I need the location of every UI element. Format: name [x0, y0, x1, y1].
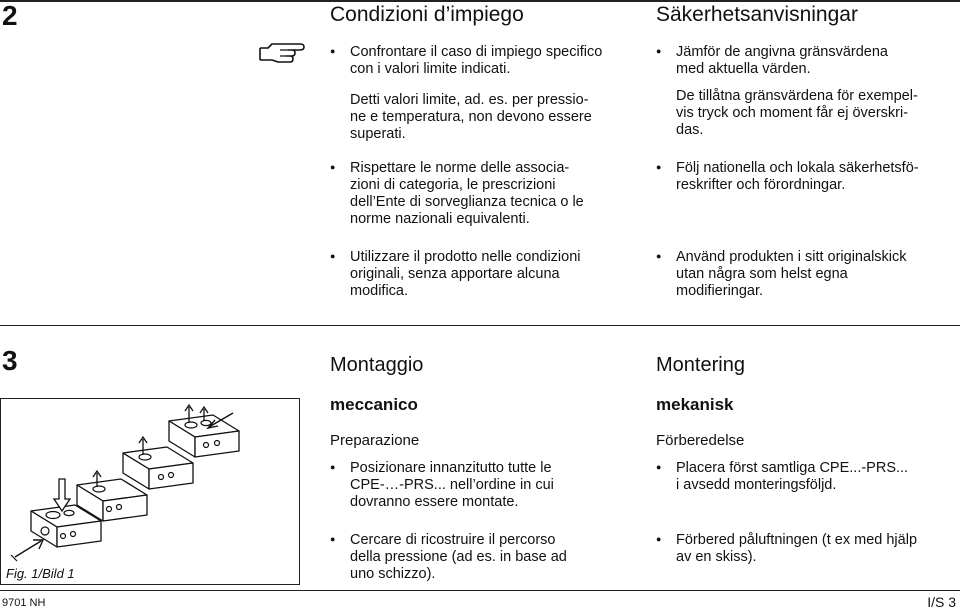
text-line: Rispettare le norme delle associa-	[350, 160, 570, 176]
bullet-dot-icon	[656, 160, 670, 178]
text-line: superati.	[350, 126, 406, 142]
section3-prep-it: Preparazione	[330, 432, 420, 449]
bullet-dot-icon	[330, 532, 344, 550]
footer-rule	[0, 590, 960, 591]
text-line: Confrontare il caso di impiego specifico	[350, 44, 603, 60]
text-line: originali, senza apportare alcuna	[350, 266, 560, 282]
bullet-dot-icon	[330, 44, 344, 62]
footer-page-number: I/S 3	[927, 594, 956, 610]
text-line: della pressione (ad es. in base ad	[350, 549, 567, 565]
text-line: med aktuella värden.	[676, 61, 811, 77]
text-line: Cercare di ricostruire il percorso	[350, 532, 556, 548]
text-line: Använd produkten i sitt originalskick	[676, 249, 907, 265]
text-line: Följ nationella och lokala säkerhetsfö-	[676, 160, 919, 176]
pointing-hand-icon	[258, 40, 306, 66]
valve-blocks-illustration	[1, 399, 299, 584]
footer-code: 9701 NH	[2, 597, 46, 609]
text-line: De tillåtna gränsvärdena för exempel-	[676, 88, 918, 104]
section2-title-it: Condizioni d’impiego	[330, 3, 524, 26]
text-line: CPE-…-PRS... nell’ordine in cui	[350, 477, 554, 493]
text-line: ne e temperatura, non devono essere	[350, 109, 592, 125]
text-line: das.	[676, 122, 704, 138]
text-line: modifica.	[350, 283, 409, 299]
bullet-dot-icon	[656, 44, 670, 62]
section3-rule	[0, 325, 960, 326]
text-line: con i valori limite indicati.	[350, 61, 511, 77]
section2-rule	[0, 0, 960, 2]
section2-number: 2	[2, 0, 18, 31]
text-line: Utilizzare il prodotto nelle condizioni	[350, 249, 581, 265]
text-line: dovranno essere montate.	[350, 494, 519, 510]
text-line: reskrifter och förordningar.	[676, 177, 846, 193]
sv-note-limits	[676, 88, 918, 139]
text-line: Jämför de angivna gränsvärdena	[676, 44, 888, 60]
text-line: vis tryck och moment får ej överskri-	[676, 105, 909, 121]
section3-number: 3	[2, 345, 18, 376]
section2-title-sv: Säkerhetsanvisningar	[656, 3, 858, 26]
bullet-dot-icon	[330, 160, 344, 178]
text-line: zioni di categoria, le prescrizioni	[350, 177, 556, 193]
text-line: i avsedd monteringsföljd.	[676, 477, 837, 493]
section3-subtitle-it: meccanico	[330, 395, 418, 414]
text-line: modifieringar.	[676, 283, 764, 299]
text-line: Placera först samtliga CPE...-PRS...	[676, 460, 909, 476]
text-line: norme nazionali equivalenti.	[350, 211, 530, 227]
text-line: Förbered påluftningen (t ex med hjälp	[676, 532, 918, 548]
it-note-limits	[350, 92, 592, 143]
section3-title-sv: Montering	[656, 354, 745, 376]
text-line: Detti valori limite, ad. es. per pressio-	[350, 92, 589, 108]
bullet-dot-icon	[656, 249, 670, 267]
section3-prep-sv: Förberedelse	[656, 432, 745, 449]
text-line: uno schizzo).	[350, 566, 436, 582]
text-line: utan några som helst egna	[676, 266, 848, 282]
bullet-dot-icon	[656, 532, 670, 550]
bullet-dot-icon	[330, 460, 344, 478]
bullet-dot-icon	[656, 460, 670, 478]
section3-title-it: Montaggio	[330, 354, 424, 376]
text-line: av en skiss).	[676, 549, 757, 565]
text-line: Posizionare innanzitutto tutte le	[350, 460, 552, 476]
section3-subtitle-sv: mekanisk	[656, 395, 734, 414]
figure-box	[0, 398, 300, 585]
bullet-dot-icon	[330, 249, 344, 267]
text-line: dell’Ente di sorveglianza tecnica o le	[350, 194, 584, 210]
figure-caption: Fig. 1/Bild 1	[6, 566, 75, 581]
